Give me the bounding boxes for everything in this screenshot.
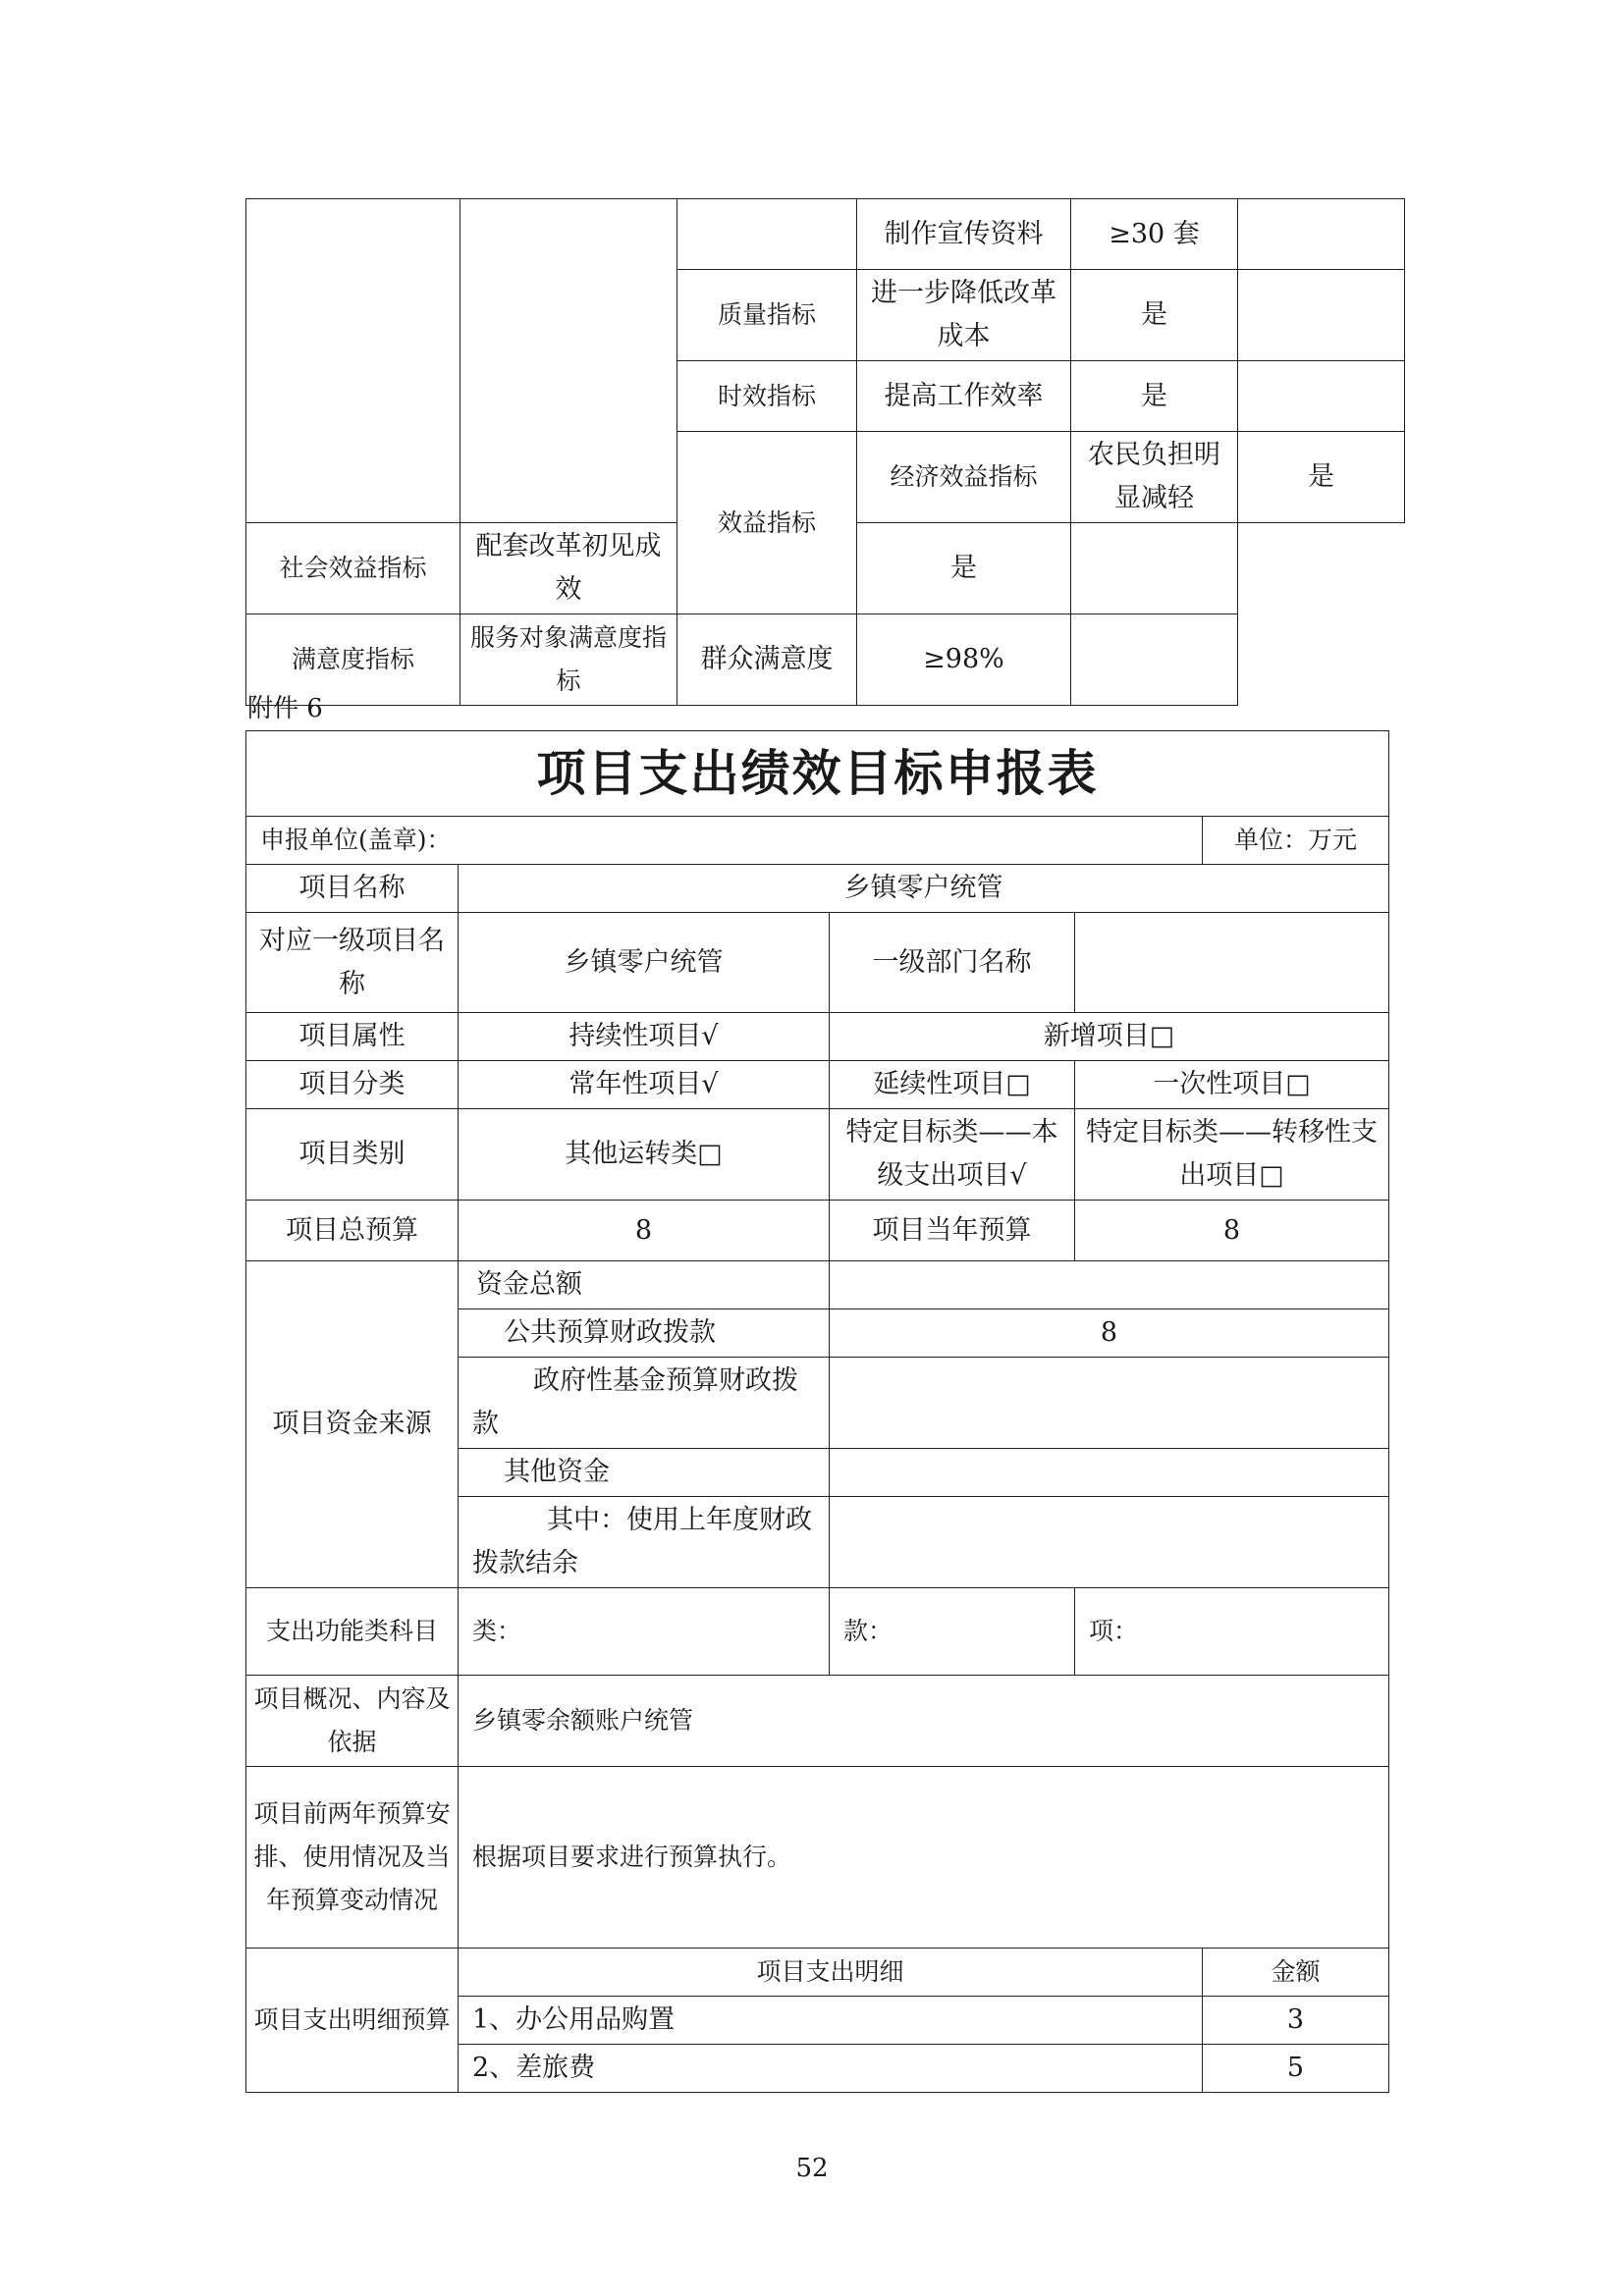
attribute-ongoing: 持续性项目√ bbox=[459, 1013, 830, 1061]
detail-label: 项目支出明细预算 bbox=[246, 1949, 459, 2093]
funding-label: 项目资金来源 bbox=[246, 1261, 459, 1588]
project-name-label: 项目名称 bbox=[246, 865, 459, 913]
fund-gov-label: 政府性基金预算财政拨款 bbox=[459, 1358, 830, 1449]
indicator-value: ≥98% bbox=[857, 614, 1071, 706]
indicator-note bbox=[1238, 270, 1405, 361]
indicator-note bbox=[1238, 199, 1405, 270]
fund-other-value bbox=[830, 1449, 1389, 1497]
category-label: 项目类别 bbox=[246, 1109, 459, 1201]
page-number: 52 bbox=[795, 2154, 829, 2183]
fund-gov-value bbox=[830, 1358, 1389, 1449]
benefit-indicator-group: 效益指标 bbox=[677, 432, 857, 614]
func-subject-label: 支出功能类科目 bbox=[246, 1588, 459, 1676]
parent-project-value: 乡镇零户统管 bbox=[459, 913, 830, 1013]
performance-indicator-table bbox=[245, 198, 1405, 706]
indicator-note bbox=[1071, 523, 1238, 614]
classification-label: 项目分类 bbox=[246, 1061, 459, 1109]
func-section: 款： bbox=[830, 1588, 1075, 1676]
func-class: 类： bbox=[459, 1588, 830, 1676]
year-budget-label: 项目当年预算 bbox=[830, 1201, 1075, 1261]
amount-header: 金额 bbox=[1203, 1949, 1389, 1997]
class-onetime: 一次性项目□ bbox=[1075, 1061, 1389, 1109]
budget-declaration-form bbox=[245, 730, 1389, 2093]
fund-other-label: 其他资金 bbox=[459, 1449, 830, 1497]
indicator-category: 经济效益指标 bbox=[857, 432, 1071, 523]
indicator-level1-cell bbox=[246, 199, 460, 523]
detail-name: 1、办公用品购置 bbox=[459, 1997, 1203, 2045]
attachment-label: 附件 6 bbox=[247, 694, 323, 723]
indicator-category: 时效指标 bbox=[677, 361, 857, 432]
func-item: 项： bbox=[1075, 1588, 1389, 1676]
indicator-content: 群众满意度 bbox=[677, 614, 857, 706]
indicator-content: 提高工作效率 bbox=[857, 361, 1071, 432]
prior-years-label: 项目前两年预算安排、使用情况及当年预算变动情况 bbox=[246, 1767, 459, 1949]
indicator-category: 社会效益指标 bbox=[246, 523, 460, 614]
total-budget-value: 8 bbox=[459, 1201, 830, 1261]
class-regular: 常年性项目√ bbox=[459, 1061, 830, 1109]
overview-value: 乡镇零余额账户统管 bbox=[459, 1676, 1389, 1767]
parent-project-label: 对应一级项目名称 bbox=[246, 913, 459, 1013]
output-indicator-group-cell bbox=[460, 199, 677, 523]
dept-name-label: 一级部门名称 bbox=[830, 913, 1075, 1013]
cat-other: 其他运转类□ bbox=[459, 1109, 830, 1201]
detail-header: 项目支出明细 bbox=[459, 1949, 1203, 1997]
indicator-content: 农民负担明显减轻 bbox=[1071, 432, 1238, 523]
indicator-category: 质量指标 bbox=[677, 270, 857, 361]
dept-name-value bbox=[1075, 913, 1389, 1013]
indicator-content: 进一步降低改革成本 bbox=[857, 270, 1071, 361]
indicator-value: 是 bbox=[1071, 270, 1238, 361]
declaring-unit-label: 申报单位(盖章)： bbox=[246, 817, 1203, 865]
indicator-category: 服务对象满意度指标 bbox=[460, 614, 677, 706]
indicator-content: 配套改革初见成效 bbox=[460, 523, 677, 614]
project-name-value: 乡镇零户统管 bbox=[459, 865, 1389, 913]
indicator-content: 制作宣传资料 bbox=[857, 199, 1071, 270]
indicator-note bbox=[1071, 614, 1238, 706]
total-budget-label: 项目总预算 bbox=[246, 1201, 459, 1261]
detail-amount: 5 bbox=[1203, 2045, 1389, 2093]
fund-public-label: 公共预算财政拨款 bbox=[459, 1309, 830, 1358]
attribute-new: 新增项目□ bbox=[830, 1013, 1389, 1061]
overview-label: 项目概况、内容及依据 bbox=[246, 1676, 459, 1767]
fund-public-value: 8 bbox=[830, 1309, 1389, 1358]
fund-total-value bbox=[830, 1261, 1389, 1309]
satisfaction-indicator-group: 满意度指标 bbox=[246, 614, 460, 706]
cat-target-transfer: 特定目标类——转移性支出项目□ bbox=[1075, 1109, 1389, 1201]
indicator-value: 是 bbox=[1071, 361, 1238, 432]
year-budget-value: 8 bbox=[1075, 1201, 1389, 1261]
prior-years-value: 根据项目要求进行预算执行。 bbox=[459, 1767, 1389, 1949]
detail-amount: 3 bbox=[1203, 1997, 1389, 2045]
indicator-value: 是 bbox=[1238, 432, 1405, 523]
detail-name: 2、差旅费 bbox=[459, 2045, 1203, 2093]
cat-target-local: 特定目标类——本级支出项目√ bbox=[830, 1109, 1075, 1201]
attribute-label: 项目属性 bbox=[246, 1013, 459, 1061]
indicator-note bbox=[1238, 361, 1405, 432]
class-continuing: 延续性项目□ bbox=[830, 1061, 1075, 1109]
quantity-indicator-cell bbox=[677, 199, 857, 270]
indicator-value: 是 bbox=[857, 523, 1071, 614]
indicator-value: ≥30 套 bbox=[1071, 199, 1238, 270]
form-title: 项目支出绩效目标申报表 bbox=[246, 731, 1389, 817]
fund-prior-label: 其中：使用上年度财政拨款结余 bbox=[459, 1497, 830, 1588]
unit-label: 单位：万元 bbox=[1203, 817, 1389, 865]
fund-total-label: 资金总额 bbox=[459, 1261, 830, 1309]
fund-prior-value bbox=[830, 1497, 1389, 1588]
